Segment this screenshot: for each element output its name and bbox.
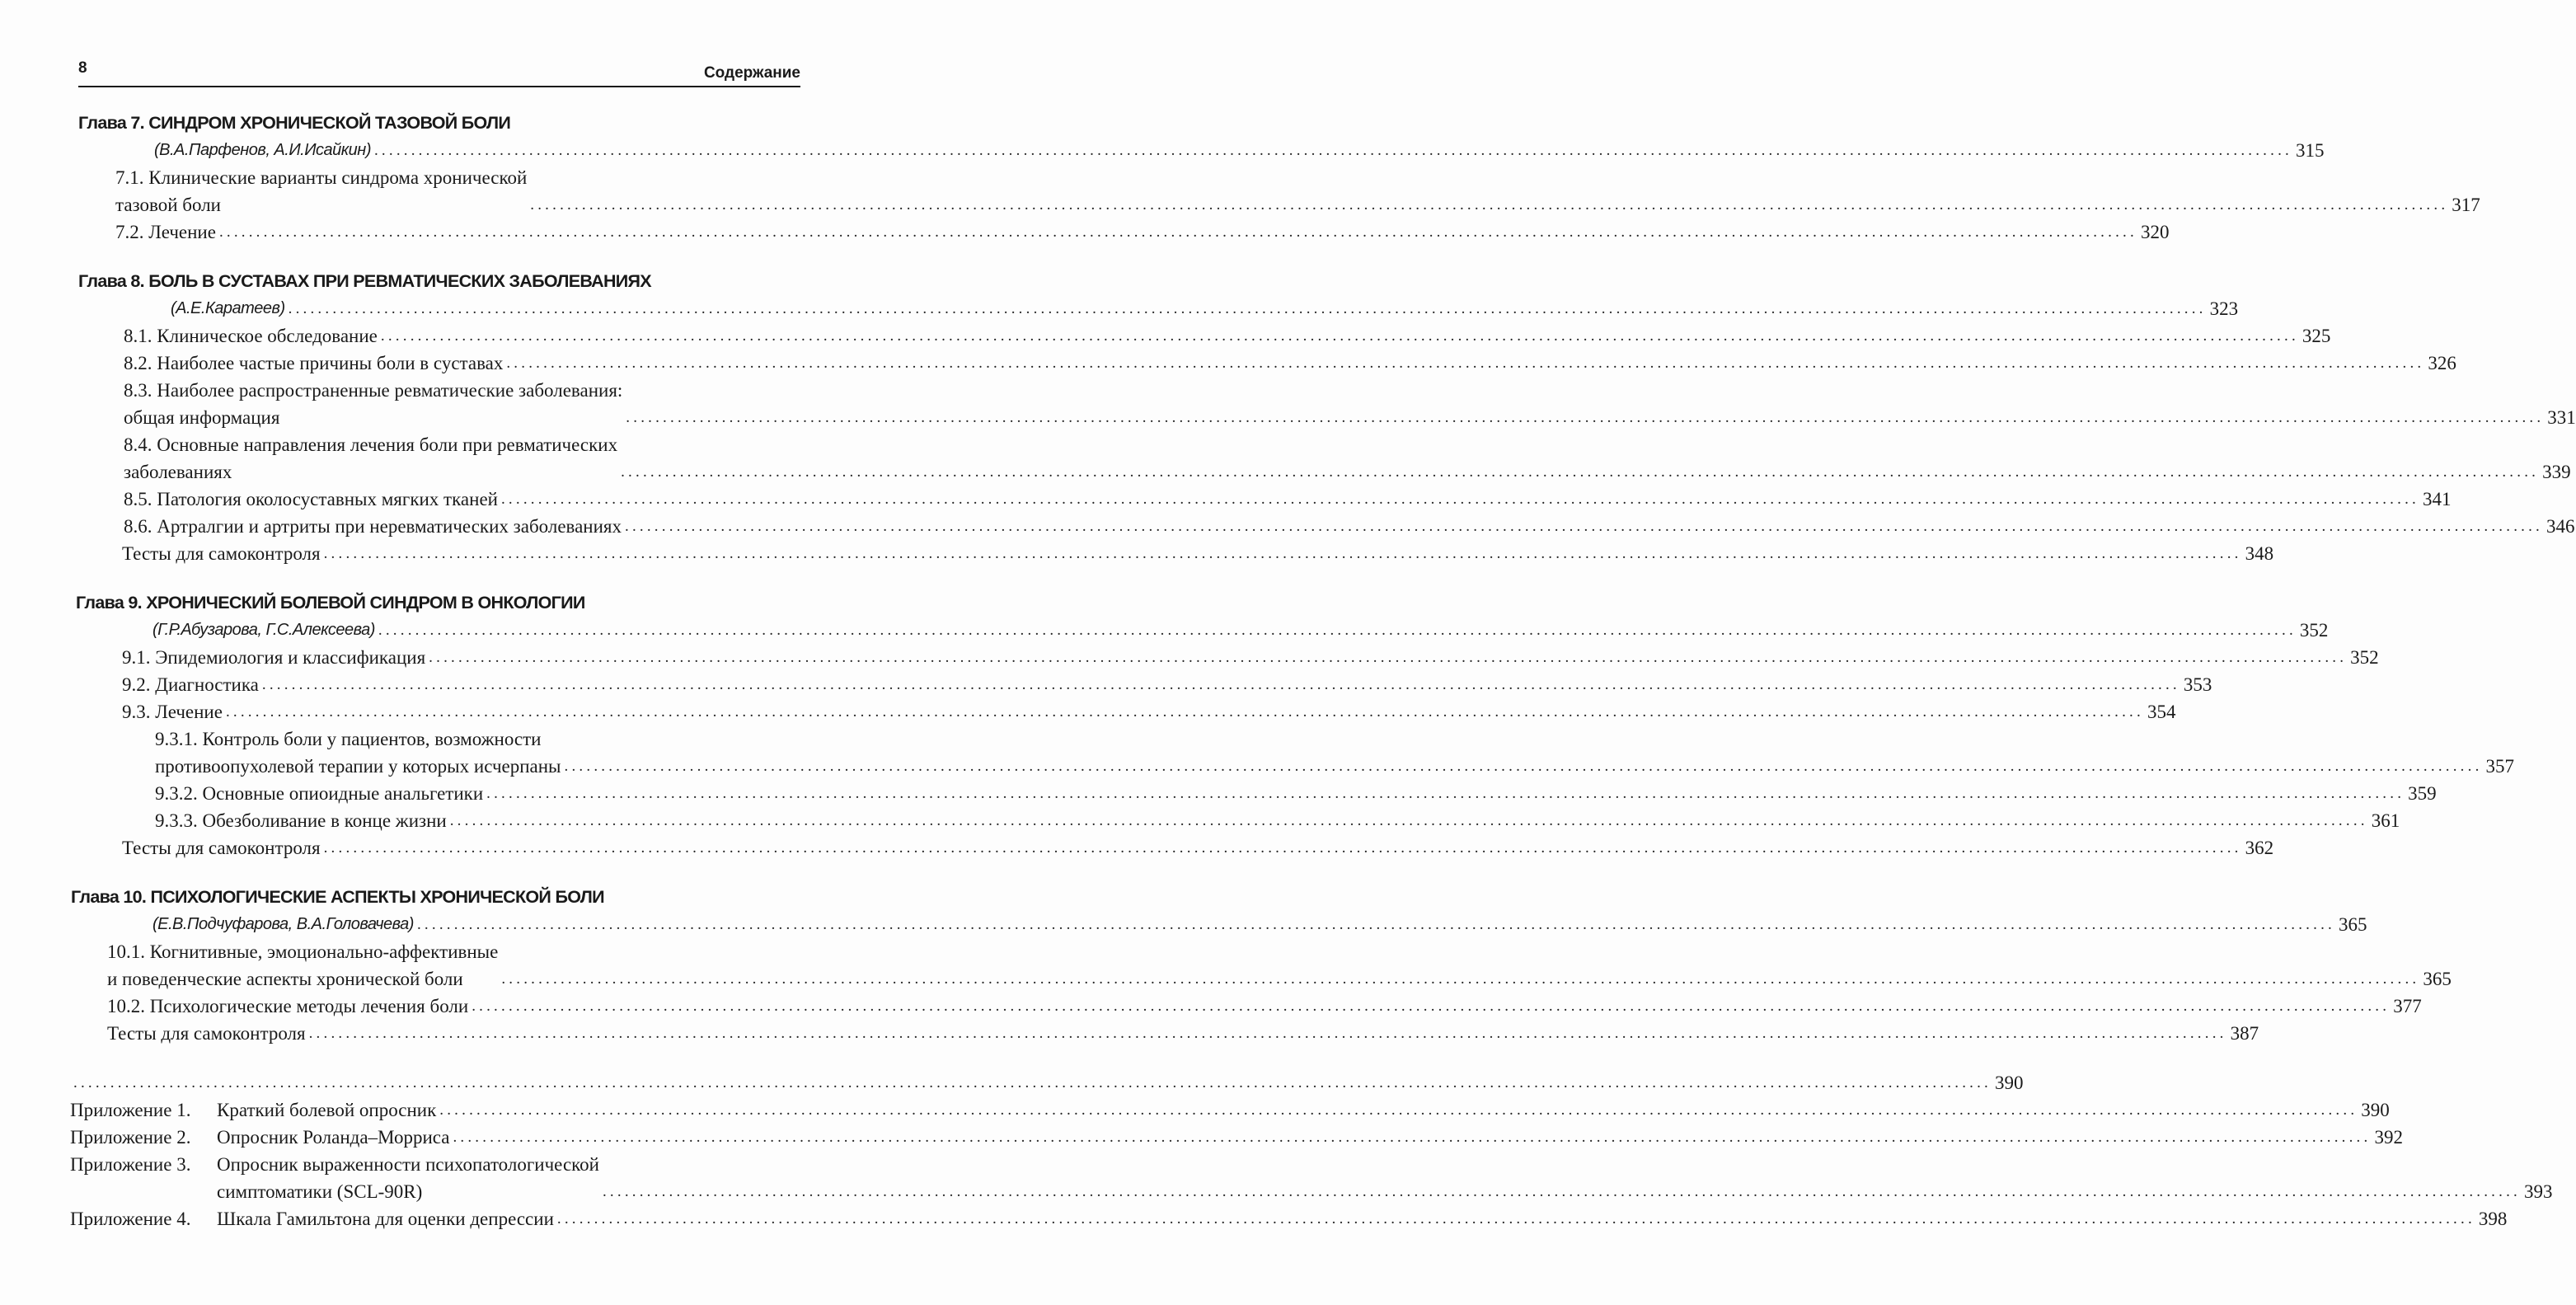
toc-entry[interactable] — [0, 807, 2400, 834]
entry-page-number: 315 — [2295, 140, 2325, 161]
entry-text — [107, 938, 498, 993]
dot-leader: .................................................................................................................................................................................................................................................................... — [308, 1025, 2227, 1042]
dot-leader: .................................................................................................................................................................................................................................................................... — [288, 300, 2207, 317]
appendices-block — [0, 1069, 2553, 1232]
chapter-authors[interactable] — [0, 137, 2325, 164]
entry-first-line — [124, 377, 622, 404]
entry-page-number: 390 — [1995, 1073, 2024, 1093]
dot-leader: .................................................................................................................................................................................................................................................................... — [625, 518, 2543, 535]
entry-page-number: 357 — [2485, 756, 2515, 777]
entry-page-number: 365 — [2338, 914, 2367, 935]
entry-page-number: 390 — [2361, 1100, 2390, 1120]
entry-text — [124, 377, 622, 431]
toc-entry[interactable] — [0, 431, 2571, 486]
entry-text — [115, 218, 216, 246]
entry-number: 7.1. — [115, 167, 144, 188]
entry-number: 7.2. — [115, 222, 144, 242]
entry-title: Обезболивание в конце жизни — [202, 810, 447, 831]
dot-leader: .................................................................................................................................................................................................................................................................... — [323, 545, 2242, 562]
toc-entry[interactable] — [0, 377, 2576, 431]
entry-first-line — [152, 617, 375, 644]
entry-number: Приложение 4. — [70, 1209, 191, 1229]
toc-entry[interactable] — [0, 218, 2170, 246]
entry-text — [124, 322, 378, 350]
entry-first-line — [70, 1124, 449, 1151]
entry-page-number: 392 — [2374, 1127, 2403, 1148]
entry-text — [115, 164, 527, 218]
dot-leader: .................................................................................................................................................................................................................................................................... — [439, 1101, 2358, 1119]
entry-continuation: противоопухолевой терапии у которых исчерпаны — [155, 756, 561, 777]
entry-page-number: 317 — [2452, 195, 2480, 215]
entry-first-line — [70, 1151, 599, 1178]
entry-title: (Г.Р.Абузарова, Г.С.Алексеева) — [152, 621, 375, 639]
entry-text — [152, 911, 414, 938]
dot-leader: .................................................................................................................................................................................................................................................................... — [621, 463, 2540, 481]
entry-title: Контроль боли у пациентов, возможности — [202, 729, 542, 749]
entry-number: Приложение 1. — [70, 1100, 191, 1120]
dot-leader: .................................................................................................................................................................................................................................................................... — [429, 649, 2348, 666]
entry-number: 8.5. — [124, 489, 152, 509]
entry-title: Артралгии и артриты при неревматических заболеваниях — [157, 516, 622, 537]
dot-leader: .................................................................................................................................................................................................................................................................... — [453, 1129, 2372, 1146]
entry-first-line — [70, 1096, 436, 1124]
entry-number: 9.1. — [122, 647, 151, 668]
entry-title: Диагностика — [155, 674, 259, 695]
entry-page-number: 331 — [2547, 407, 2576, 428]
entry-title: Клинические варианты синдрома хронической — [148, 167, 528, 188]
dot-leader: .................................................................................................................................................................................................................................................................... — [501, 970, 2420, 988]
entry-page-number: 352 — [2299, 620, 2329, 641]
entry-title: Основные опиоидные анальгетики — [202, 783, 484, 804]
chapter-block — [0, 110, 2480, 246]
dot-leader: .................................................................................................................................................................................................................................................................... — [472, 998, 2391, 1015]
entry-text — [171, 295, 285, 322]
entry-text — [122, 698, 223, 725]
entry-page-number: 377 — [2393, 996, 2422, 1016]
entry-text — [124, 350, 503, 377]
appendices-heading[interactable] — [0, 1069, 2024, 1096]
entry-text — [155, 807, 447, 834]
entry-number: 8.2. — [124, 353, 152, 373]
entry-first-line — [122, 540, 321, 567]
toc-entry[interactable] — [0, 540, 2274, 567]
toc-entry[interactable] — [0, 698, 2176, 725]
chapter-title[interactable]: Глава 9. ХРОНИЧЕСКИЙ БОЛЕВОЙ СИНДРОМ В ОНКОЛОГИИ — [76, 593, 585, 613]
entry-page-number: 323 — [2209, 298, 2239, 319]
chapter-title[interactable]: Глава 7. СИНДРОМ ХРОНИЧЕСКОЙ ТАЗОВОЙ БОЛИ — [78, 113, 511, 133]
entry-page-number: 320 — [2140, 222, 2170, 242]
chapter-title[interactable]: Глава 8. БОЛЬ В СУСТАВАХ ПРИ РЕВМАТИЧЕСКИХ ЗАБОЛЕВАНИЯХ — [78, 271, 651, 291]
entry-title: Тесты для самоконтроля — [122, 543, 321, 564]
entry-title: Тесты для самоконтроля — [107, 1023, 306, 1044]
entry-number: 9.3. — [122, 702, 151, 722]
appendix-entry[interactable] — [0, 1151, 2553, 1205]
entry-page-number: 354 — [2147, 702, 2176, 722]
toc-entry[interactable] — [0, 1020, 2259, 1047]
entry-page-number: 341 — [2422, 489, 2452, 509]
running-header — [78, 59, 800, 87]
entry-title: Когнитивные, эмоционально-аффективные — [149, 941, 499, 962]
entry-first-line — [155, 807, 447, 834]
entry-first-line — [115, 218, 216, 246]
entry-text — [107, 1020, 306, 1047]
entry-first-line — [107, 993, 468, 1020]
entry-page-number: 359 — [2408, 783, 2437, 804]
entry-text — [122, 644, 425, 671]
entry-number: 8.3. — [124, 380, 152, 401]
entry-first-line — [122, 671, 259, 698]
dot-leader: .................................................................................................................................................................................................................................................................... — [373, 142, 2292, 159]
entry-title: Опросник Роланда–Морриса — [217, 1127, 450, 1148]
toc-entry[interactable] — [0, 671, 2212, 698]
entry-title: Психологические методы лечения боли — [149, 996, 469, 1016]
entry-first-line — [124, 486, 498, 513]
dot-leader: .................................................................................................................................................................................................................................................................... — [416, 916, 2335, 933]
entry-title: Шкала Гамильтона для оценки депрессии — [217, 1209, 554, 1229]
entry-first-line — [124, 322, 378, 350]
entry-page-number: 353 — [2183, 674, 2212, 695]
entry-title: Основные направления лечения боли при ревматических — [157, 434, 618, 455]
dot-leader: .................................................................................................................................................................................................................................................................... — [486, 785, 2405, 802]
entry-first-line — [107, 1020, 306, 1047]
entry-continuation: симптоматики (SCL-90R) — [217, 1181, 423, 1202]
table-of-contents — [0, 110, 2576, 1255]
page-number: 8 — [78, 59, 87, 77]
toc-entry[interactable] — [0, 938, 2452, 993]
appendix-entry[interactable] — [0, 1124, 2403, 1151]
entry-first-line — [155, 780, 483, 807]
entry-number: Приложение 3. — [70, 1154, 191, 1175]
entry-page-number: 346 — [2546, 516, 2575, 537]
toc-entry[interactable] — [0, 644, 2379, 671]
entry-number: 9.3.1. — [155, 729, 198, 749]
entry-number: 10.1. — [107, 941, 145, 962]
dot-leader: .................................................................................................................................................................................................................................................................... — [73, 1074, 1992, 1091]
entry-title: (Е.В.Подчуфарова, В.А.Головачева) — [152, 915, 414, 933]
entry-first-line — [154, 137, 371, 164]
entry-text — [122, 671, 259, 698]
entry-title: Лечение — [155, 702, 223, 722]
dot-leader: .................................................................................................................................................................................................................................................................... — [602, 1183, 2521, 1200]
entry-first-line — [122, 644, 425, 671]
dot-leader: .................................................................................................................................................................................................................................................................... — [218, 223, 2137, 241]
entry-text — [70, 1096, 436, 1124]
entry-title: Наиболее частые причины боли в суставах — [157, 353, 504, 373]
entry-continuation: общая информация — [124, 407, 280, 428]
chapter-authors[interactable] — [0, 295, 2239, 322]
entry-number: Приложение 2. — [70, 1127, 191, 1148]
entry-number: 9.2. — [122, 674, 151, 695]
entry-page-number: 398 — [2478, 1209, 2508, 1229]
chapter-block — [0, 589, 2515, 861]
entry-number: 10.2. — [107, 996, 145, 1016]
entry-number: 8.6. — [124, 516, 152, 537]
entry-title: Эпидемиология и классификация — [155, 647, 426, 668]
entry-number: 8.1. — [124, 326, 152, 346]
appendix-entry[interactable] — [0, 1096, 2390, 1124]
entry-title: Патология околосуставных мягких тканей — [157, 489, 498, 509]
chapter-block — [0, 884, 2452, 1047]
entry-page-number: 365 — [2423, 969, 2452, 989]
entry-first-line — [124, 431, 617, 458]
entry-number: 8.4. — [124, 434, 152, 455]
entry-first-line — [122, 698, 223, 725]
dot-leader: .................................................................................................................................................................................................................................................................... — [626, 409, 2545, 426]
entry-first-line — [107, 938, 498, 965]
entry-page-number: 361 — [2371, 810, 2400, 831]
chapter-authors[interactable] — [0, 911, 2367, 938]
entry-text — [124, 486, 498, 513]
entry-page-number: 326 — [2428, 353, 2456, 373]
toc-entry[interactable] — [0, 725, 2515, 780]
dot-leader: .................................................................................................................................................................................................................................................................... — [323, 839, 2242, 857]
entry-text — [155, 780, 483, 807]
toc-entry[interactable] — [0, 350, 2456, 377]
toc-entry[interactable] — [0, 513, 2575, 540]
entry-continuation: тазовой боли — [115, 195, 221, 215]
entry-page-number: 348 — [2245, 543, 2274, 564]
entry-page-number: 393 — [2523, 1181, 2553, 1202]
toc-entry[interactable] — [0, 993, 2422, 1020]
entry-number: 9.3.3. — [155, 810, 198, 831]
entry-page-number: 325 — [2302, 326, 2331, 346]
entry-text — [155, 725, 561, 780]
entry-text — [124, 513, 622, 540]
dot-leader: .................................................................................................................................................................................................................................................................... — [380, 327, 2299, 345]
entry-title: Опросник выраженности психопатологической — [217, 1154, 599, 1175]
dot-leader: .................................................................................................................................................................................................................................................................... — [556, 1210, 2475, 1228]
toc-entry[interactable] — [0, 780, 2437, 807]
entry-text — [70, 1124, 449, 1151]
entry-text — [122, 834, 321, 861]
toc-entry[interactable] — [0, 322, 2331, 350]
dot-leader: .................................................................................................................................................................................................................................................................... — [225, 703, 2144, 721]
entry-first-line — [70, 1205, 554, 1232]
entry-first-line — [124, 513, 622, 540]
running-title: Содержание — [703, 64, 800, 82]
dot-leader: .................................................................................................................................................................................................................................................................... — [500, 491, 2419, 508]
entry-first-line — [124, 350, 503, 377]
entry-title: Лечение — [148, 222, 216, 242]
entry-text — [70, 1151, 599, 1205]
entry-text — [107, 993, 468, 1020]
entry-page-number: 387 — [2230, 1023, 2259, 1044]
entry-text — [124, 431, 617, 486]
dot-leader: .................................................................................................................................................................................................................................................................... — [378, 622, 2297, 639]
entry-text — [122, 540, 321, 567]
toc-entry[interactable] — [0, 164, 2480, 218]
entry-page-number: 352 — [2350, 647, 2379, 668]
entry-continuation: заболеваниях — [124, 462, 232, 482]
entry-title: Тесты для самоконтроля — [122, 838, 321, 858]
entry-text — [70, 1205, 554, 1232]
toc-entry[interactable] — [0, 486, 2452, 513]
entry-continuation: и поведенческие аспекты хронической боли — [107, 969, 463, 989]
chapter-title[interactable]: Глава 10. ПСИХОЛОГИЧЕСКИЕ АСПЕКТЫ ХРОНИЧЕСКОЙ БОЛИ — [71, 887, 604, 907]
entry-first-line — [152, 911, 414, 938]
entry-title: Краткий болевой опросник — [217, 1100, 437, 1120]
entry-title: Клиническое обследование — [157, 326, 378, 346]
entry-page-number: 339 — [2542, 462, 2571, 482]
dot-leader: .................................................................................................................................................................................................................................................................... — [261, 676, 2180, 693]
dot-leader: .................................................................................................................................................................................................................................................................... — [449, 812, 2368, 829]
toc-entry[interactable] — [0, 834, 2274, 861]
entry-title: (В.А.Парфенов, А.И.Исайкин) — [154, 141, 371, 159]
entry-first-line — [155, 725, 561, 753]
entry-text — [154, 137, 371, 164]
entry-text — [152, 617, 375, 644]
dot-leader: .................................................................................................................................................................................................................................................................... — [530, 196, 2449, 214]
entry-title: (А.Е.Каратеев) — [171, 299, 285, 317]
entry-number: 9.3.2. — [155, 783, 198, 804]
entry-title: Наиболее распространенные ревматические заболевания: — [157, 380, 623, 401]
entry-page-number: 362 — [2245, 838, 2274, 858]
appendix-entry[interactable] — [0, 1205, 2508, 1232]
dot-leader: .................................................................................................................................................................................................................................................................... — [564, 758, 2483, 775]
entry-first-line — [122, 834, 321, 861]
dot-leader: .................................................................................................................................................................................................................................................................... — [506, 354, 2425, 372]
entry-first-line — [115, 164, 527, 191]
entry-first-line — [171, 295, 285, 322]
chapter-block — [0, 268, 2576, 567]
chapter-authors[interactable] — [0, 617, 2329, 644]
